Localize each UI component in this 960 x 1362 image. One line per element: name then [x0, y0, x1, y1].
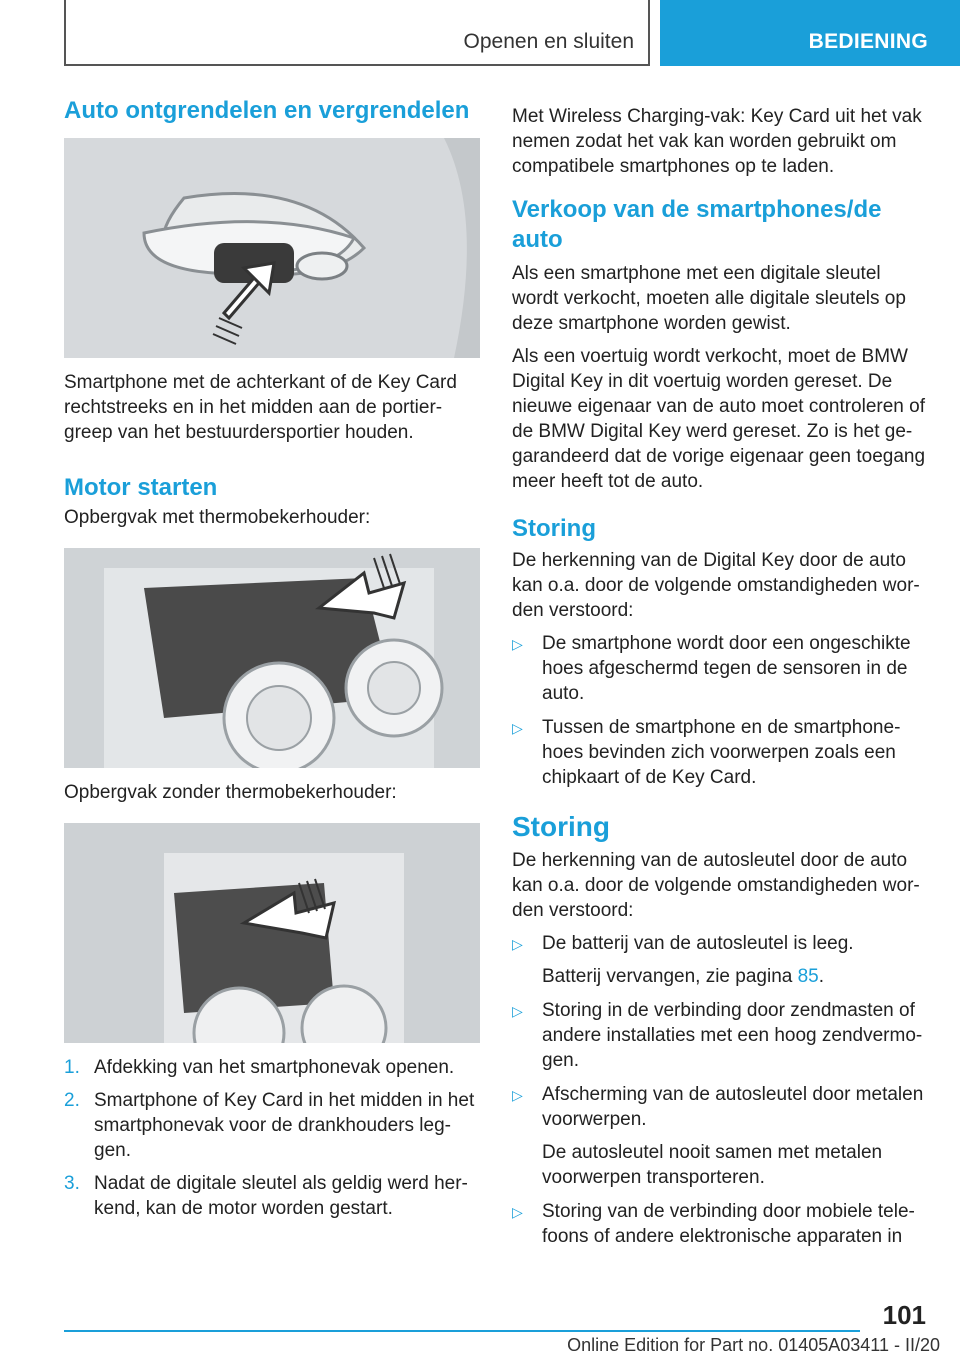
- triangle-right-icon: ▷: [512, 720, 523, 736]
- door-handle-illustration: [64, 138, 480, 358]
- list-item: [512, 1082, 928, 1190]
- bullet-subtext: [542, 964, 928, 989]
- heading-unlock: Auto ontgrendelen en vergrendelen: [64, 97, 470, 124]
- list-item: [512, 715, 928, 790]
- subtext-prefix: Batterij vervangen, zie pagina: [542, 966, 798, 987]
- list-item: [64, 1171, 480, 1221]
- footer-divider: [64, 1330, 860, 1332]
- tray-with-cupholder-illustration: [64, 548, 480, 768]
- heading-fault-digital-key: Storing: [512, 515, 596, 542]
- fault1-list: [512, 631, 928, 790]
- list-item: [512, 631, 928, 706]
- fault1-intro: De herkenning van de Digital Key door de auto kan o.a. door de volgende omstandigheden wor-den verstoord:: [512, 550, 920, 621]
- list-item: [64, 1055, 480, 1080]
- step-text: Nadat de digitale sleutel als geldig werd her-kend, kan de motor worden gestart.: [94, 1173, 468, 1219]
- bullet-text: Tussen de smartphone en de smartphone-hoes bevinden zich voorwerpen zoals een chipkaart of de Key Card.: [542, 717, 901, 788]
- page-header: [0, 0, 960, 66]
- bullet-text: Storing van de verbinding door mobiele tele-foons of andere elektronische apparaten in: [542, 1201, 915, 1247]
- triangle-right-icon: ▷: [512, 936, 523, 952]
- heading-sale: Verkoop van de smartphones/de auto: [512, 196, 882, 253]
- bullet-text: De batterij van de autosleutel is leeg.: [542, 933, 854, 954]
- bullet-text: Afscherming van de autosleutel door metalen voorwerpen.: [542, 1084, 924, 1130]
- page-number: 101: [882, 1300, 926, 1330]
- step-number: 1.: [64, 1057, 80, 1078]
- triangle-right-icon: ▷: [512, 1204, 523, 1220]
- right-column: [512, 104, 928, 1258]
- step-number: 3.: [64, 1173, 80, 1194]
- list-item: [64, 1088, 480, 1163]
- step-text: Afdekking van het smartphonevak openen.: [94, 1057, 455, 1078]
- list-item: [512, 1199, 928, 1249]
- header-section-box: [64, 0, 650, 66]
- wireless-charging-note: Met Wireless Charging-vak: Key Card uit het vak nemen zodat het vak kan worden gebruikt om compatibele smartphones op te laden.: [512, 106, 922, 177]
- fault2-list: [512, 931, 928, 1249]
- header-section-title: Openen en sluiten: [463, 30, 634, 53]
- step-number: 2.: [64, 1090, 80, 1111]
- caption-without-cupholder: Opbergvak zonder thermobekerhouder:: [64, 782, 397, 803]
- page-link[interactable]: 85: [797, 966, 819, 987]
- heading-fault-key: Storing: [512, 811, 610, 842]
- caption-hold-phone: Smartphone met de achterkant of de Key Card rechtstreeks en in het midden aan de portier-greep van het bestuurdersportier houden.: [64, 372, 457, 443]
- triangle-right-icon: ▷: [512, 1003, 523, 1019]
- list-item: [512, 931, 928, 989]
- tray-with-cupholder-image: [64, 548, 480, 768]
- triangle-right-icon: ▷: [512, 636, 523, 652]
- sale-paragraph-1: Als een smartphone met een digitale sleutel wordt verkocht, moeten alle digitale sleutels op deze smartphone worden gewist.: [512, 263, 906, 334]
- fault2-intro: De herkenning van de autosleutel door de auto kan o.a. door de volgende omstandigheden wor-den verstoord:: [512, 850, 920, 921]
- tray-without-cupholder-image: [64, 823, 480, 1043]
- sale-paragraph-2: Als een voertuig wordt verkocht, moet de BMW Digital Key in dit voertuig worden gereset. De nieuwe eigenaar van de auto moet controleren of de BMW Digital Key werd gereset. Zo is het ge-garandeerd dat de vorige eigenaar geen toegang meer heeft tot de auto.: [512, 346, 926, 492]
- header-chapter-box: [660, 0, 960, 66]
- left-column: [64, 96, 480, 1229]
- bullet-text: De smartphone wordt door een ongeschikte hoes afgeschermd tegen de sensoren in de auto.: [542, 633, 911, 704]
- bullet-text: Storing in de verbinding door zendmasten of andere installaties met een hoog zendvermo-gen.: [542, 1000, 923, 1071]
- steps-list: [64, 1055, 480, 1221]
- step-text: Smartphone of Key Card in het midden in het smartphonevak voor de drankhouders leg-gen.: [94, 1090, 475, 1161]
- list-item: [512, 998, 928, 1073]
- heading-start-engine: Motor starten: [64, 474, 218, 501]
- subtext-suffix: .: [818, 966, 825, 987]
- tray-without-cupholder-illustration: [64, 823, 480, 1043]
- door-handle-image: [64, 138, 480, 358]
- bullet-subtext: De autosleutel nooit samen met metalen voorwerpen transporteren.: [542, 1142, 883, 1188]
- header-chapter-title: BEDIENING: [808, 30, 928, 53]
- caption-with-cupholder: Opbergvak met thermobekerhouder:: [64, 507, 371, 528]
- footer-edition: Online Edition for Part no. 01405A03411 - II/20: [567, 1335, 940, 1355]
- triangle-right-icon: ▷: [512, 1087, 523, 1103]
